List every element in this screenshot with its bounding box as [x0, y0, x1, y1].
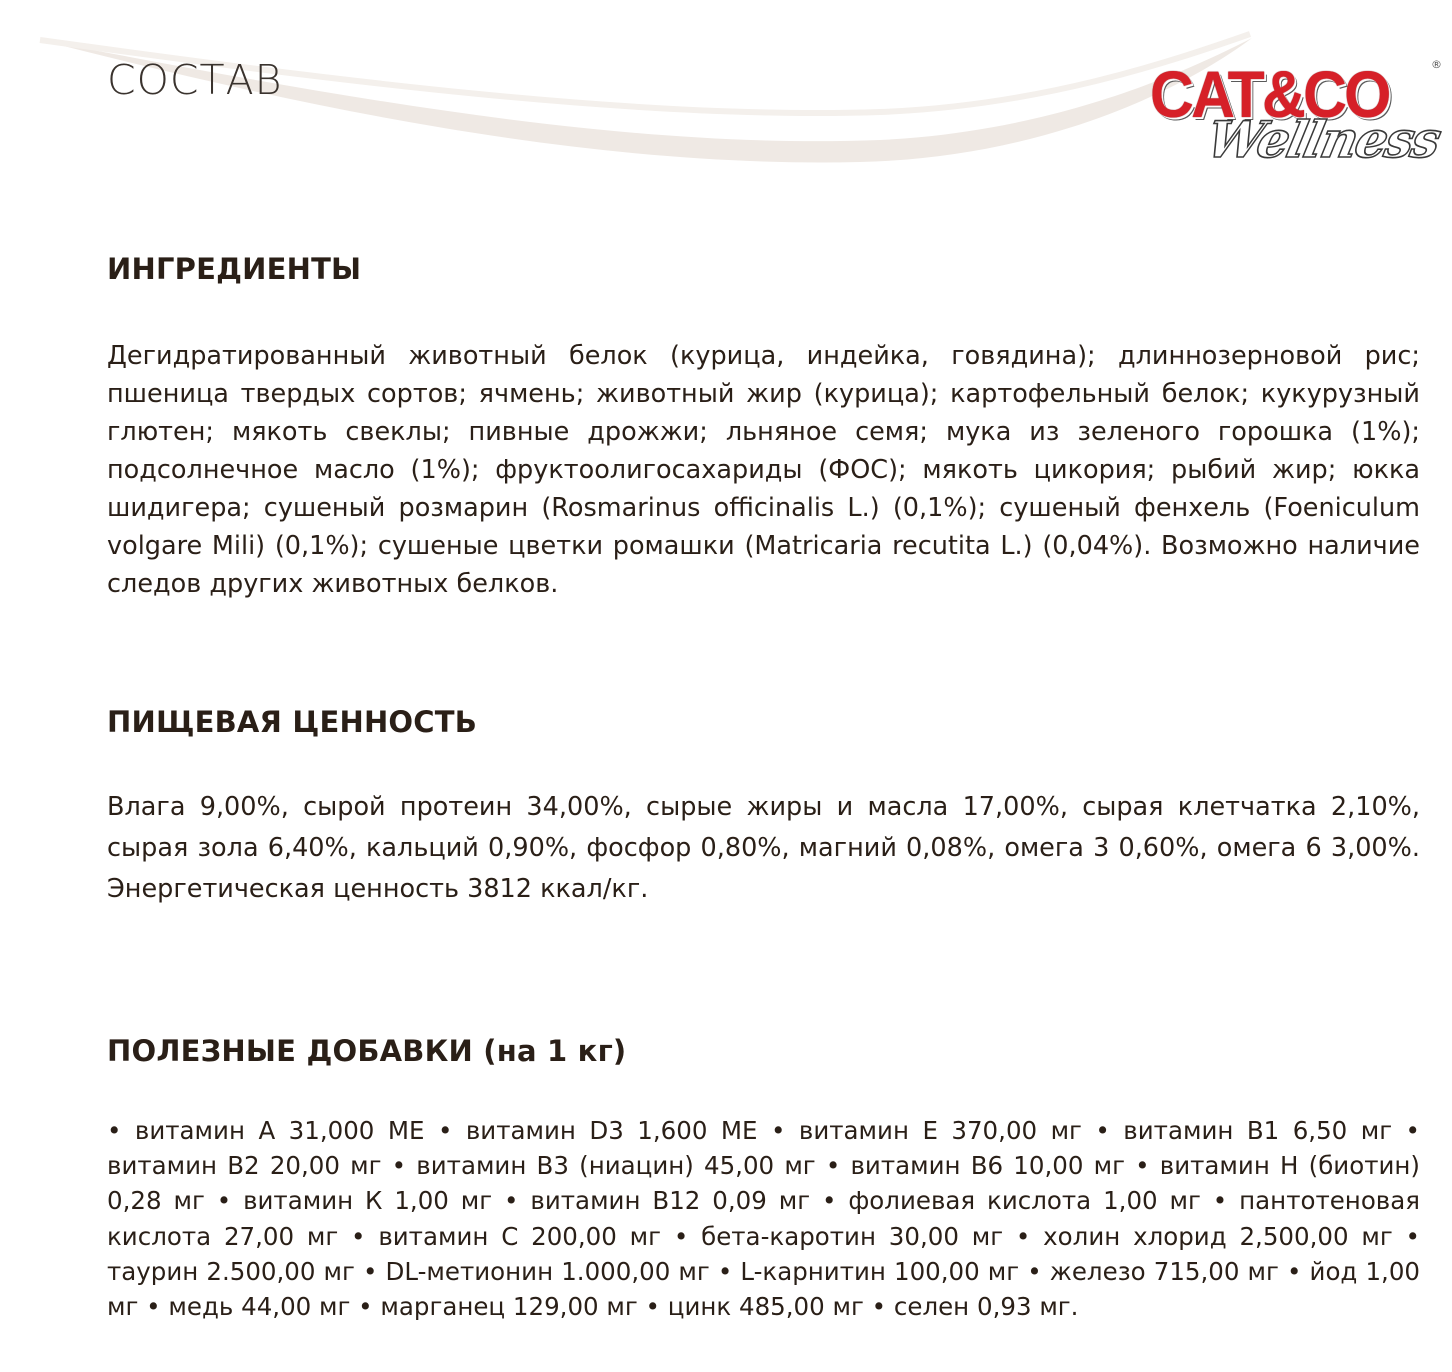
- ingredients-heading: ИНГРЕДИЕНТЫ: [107, 252, 362, 286]
- brand-logo: [1150, 56, 1445, 172]
- supplements-text: • витамин А 31,000 МЕ • витамин D3 1,600 МЕ • витамин Е 370,00 мг • витамин В1 6,50 мг • витамин В2 20,00 мг • витамин В3 (ниацин) 45,00 мг • витамин В6 10,00 мг • витамин Н (биотин) 0,28 мг • витамин К 1,00 мг • витамин В12 0,09 мг • фолиевая кислота 1,00 мг • пантотеновая кислота 27,00 мг • витамин С 200,00 мг • бета-каротин 30,00 мг • холин хлорид 2,500,00 мг • таурин 2.500,00 мг • DL-метионин 1.000,00 мг • L-карнитин 100,00 мг • железо 715,00 мг • йод 1,00 мг • медь 44,00 мг • марганец 129,00 мг • цинк 485,00 мг • селен 0,93 мг.: [107, 1116, 1420, 1322]
- registered-mark: ®: [1431, 58, 1442, 71]
- page-title: СОСТАВ: [107, 56, 283, 104]
- ingredients-text: Дегидратированный животный белок (курица, индейка, говядина); длиннозерновой рис; пшеница твердых сортов; ячмень; животный жир (курица); картофельный белок; кукурузный глютен; мякоть свеклы; пивные дрожжи; льняное семя; мука из зеленого горошка (1%); подсолнечное масло (1%); фруктоолигосахариды (ФОС); мякоть цикория; рыбий жир; юкка шидигера; сушеный розмарин (Rosmarinus officinalis L.) (0,1%); сушеный фенхель (Foeniculum volgare Mili) (0,1%); сушеные цветки ромашки (Matricaria recutita L.) (0,04%). Возможно наличие следов других животных белков.: [107, 341, 1420, 599]
- supplements-heading: ПОЛЕЗНЫЕ ДОБАВКИ (на 1 кг): [107, 1034, 627, 1068]
- nutrition-heading: ПИЩЕВАЯ ЦЕННОСТЬ: [107, 705, 478, 739]
- logo-script-text: Wellness: [1201, 110, 1445, 169]
- logo-brand-text: CAT&CO: [1150, 57, 1389, 131]
- nutrition-text: Влага 9,00%, сырой протеин 34,00%, сырые жиры и масла 17,00%, сырая клетчатка 2,10%, сырая зола 6,40%, кальций 0,90%, фосфор 0,80%, магний 0,08%, омега 3 0,60%, омега 6 3,00%. Энергетическая ценность 3812 ккал/кг.: [107, 792, 1420, 904]
